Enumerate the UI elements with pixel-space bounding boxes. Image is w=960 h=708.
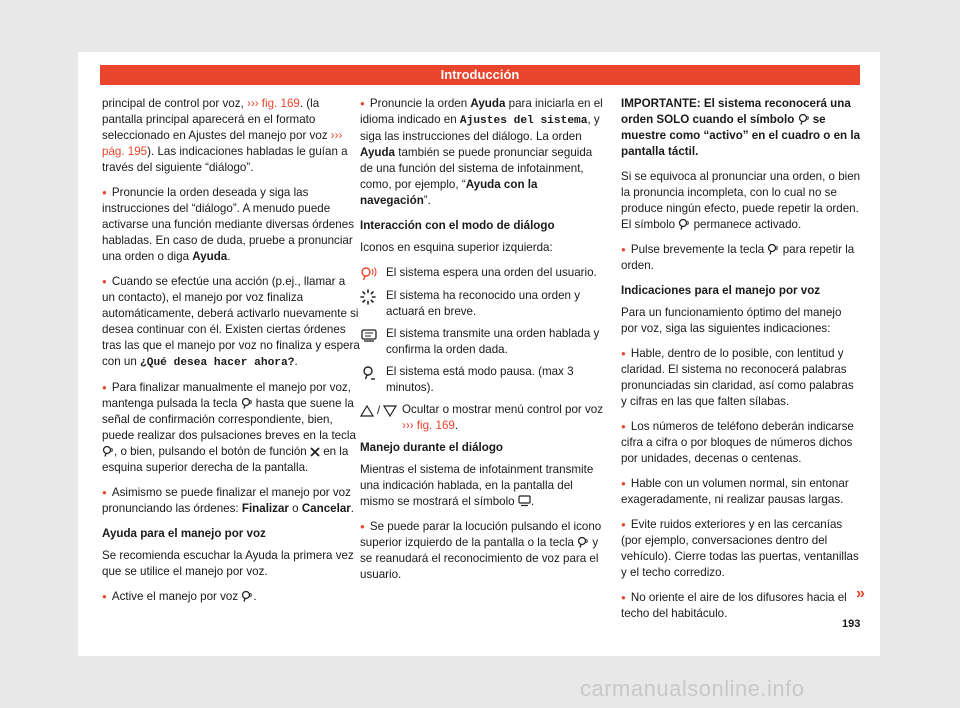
voice-key-icon — [577, 536, 589, 548]
speaking-icon — [518, 495, 531, 507]
paragraph: Para un funcionamiento óptimo del manejo por voz, siga las siguientes indicaciones: — [621, 306, 842, 335]
icon-description-row: El sistema ha reconocido una orden y actuará en breve. — [360, 288, 604, 320]
bullet-item: ● Evite ruidos exteriores y en las cercanías (por ejemplo, conversaciones dentro del vehículo). Cierre todas las puertas, ventanillas y el techo corredizo. — [621, 517, 861, 581]
paragraph: principal de control por voz, ››› fig. 169. (la pantalla principal aparecerá en el formato seleccionado en Ajustes del manejo por voz ››› pág. 195). Las indicaciones habladas le guían a través del siguiente “diálogo”. — [102, 97, 348, 174]
icon-description-row: El sistema espera una orden del usuario. — [360, 265, 604, 282]
bullet-item: ● Para finalizar manualmente el manejo por voz, mantenga pulsada la tecla hasta que suene la señal de confirmación correspondiente, bien, puede realizar dos pulsaciones breves en la tecla , o bien, pulsando el botón de función en la esquina superior derecha de la pantalla. — [102, 380, 360, 476]
speaking-icon — [360, 327, 378, 343]
page-link[interactable]: ››› pág. 195 — [102, 129, 343, 158]
bullet-item: ● Se puede parar la locución pulsando el icono superior izquierdo de la pantalla o la tecla y se reanudará el reconocimiento de voz para el usuario. — [360, 519, 604, 583]
pause-icon — [360, 365, 376, 381]
icon-description-row: / Ocultar o mostrar menú control por voz ››› fig. 169. — [360, 402, 604, 434]
listening-icon — [360, 266, 378, 282]
bullet-item: ● Pulse brevemente la tecla para repetir la orden. — [621, 242, 861, 274]
column-2 — [360, 96, 604, 592]
paragraph: Si se equivoca al pronunciar una orden, o bien la pronuncia incompleta, con lo cual no se produce ningún efecto, puede repetir la orden. El símbolo permanece activado. — [621, 170, 861, 231]
section-header: Introducción — [100, 65, 860, 85]
bullet-item: ● Los números de teléfono deberán indicarse cifra a cifra o por bloques de números dichos por unidades, decenas o centenas. — [621, 419, 861, 467]
triangle-down-icon — [383, 405, 397, 417]
voice-key-icon — [767, 243, 779, 255]
column-1 — [102, 96, 360, 614]
bullet-item: ● Pronuncie la orden Ayuda para iniciarla en el idioma indicado en Ajustes del sistema, y siga las instrucciones del diálogo. La orden Ayuda también se puede pronunciar seguida de una función del sistema de infotainment, como, por ejemplo, “Ayuda con la navegación”. — [360, 96, 604, 209]
triangle-up-icon — [360, 405, 374, 417]
section-heading: Indicaciones para el manejo por voz — [621, 284, 821, 297]
voice-key-icon — [102, 445, 114, 457]
paragraph: Mientras el sistema de infotainment transmite una indicación hablada, en la pantalla del mismo se mostrará el símbolo . — [360, 463, 594, 508]
column-3 — [621, 96, 861, 631]
paragraph: Se recomienda escuchar la Ayuda la primera vez que se utilice el manejo por voz. — [102, 549, 354, 578]
bullet-item: ● Cuando se efectúe una acción (p.ej., llamar a un contacto), el manejo por voz finaliza automáticamente, deberá activarlo nuevamente si desea continuar con él. Existen ciertas órdenes tras las que el manejo por voz no finaliza y espera con un ¿Qué desea hacer ahora?. — [102, 274, 360, 371]
section-heading: Manejo durante el diálogo — [360, 441, 504, 454]
bullet-item: ● Hable con un volumen normal, sin entonar exageradamente, ni realizar pausas largas. — [621, 476, 861, 508]
paragraph: Iconos en esquina superior izquierda: — [360, 241, 553, 254]
icon-description-row: El sistema transmite una orden hablada y confirma la orden dada. — [360, 326, 604, 358]
important-note: IMPORTANTE: El sistema reconocerá una orden SOLO cuando el símbolo se muestre como “activo” en el cuadro o en la pantalla táctil. — [621, 97, 861, 158]
bullet-item: ● No oriente el aire de los difusores hacia el techo del habitáculo. — [621, 590, 861, 622]
continue-marker: » — [856, 585, 865, 602]
close-icon — [310, 447, 320, 457]
processing-icon — [360, 289, 376, 305]
section-heading: Ayuda para el manejo por voz — [102, 527, 266, 540]
voice-key-icon — [241, 590, 253, 602]
voice-key-icon — [798, 113, 810, 125]
icon-description-row: El sistema está modo pausa. (max 3 minutos). — [360, 364, 604, 396]
voice-key-icon — [678, 218, 690, 230]
section-heading: Interacción con el modo de diálogo — [360, 219, 555, 232]
figure-link[interactable]: ››› fig. 169 — [402, 419, 455, 432]
voice-key-icon — [241, 397, 253, 409]
bullet-item: ● Active el manejo por voz . — [102, 589, 360, 605]
watermark: carmanualsonline.info — [580, 676, 805, 701]
bullet-item: ● Hable, dentro de lo posible, con lentitud y claridad. El sistema no reconocerá palabras pronunciadas sin claridad, así como palabras y cifras en las que falten sílabas. — [621, 346, 861, 410]
figure-link[interactable]: ››› fig. 169 — [247, 97, 300, 110]
bullet-item: ● Asimismo se puede finalizar el manejo por voz pronunciando las órdenes: Finalizar o Cancelar. — [102, 485, 360, 517]
page-number: 193 — [842, 618, 861, 630]
bullet-item: ● Pronuncie la orden deseada y siga las instrucciones del “diálogo”. A menudo puede activarse una función mediante diversas órdenes habladas. En caso de duda, pruebe a pronunciar una orden o diga Ayuda. — [102, 185, 360, 265]
